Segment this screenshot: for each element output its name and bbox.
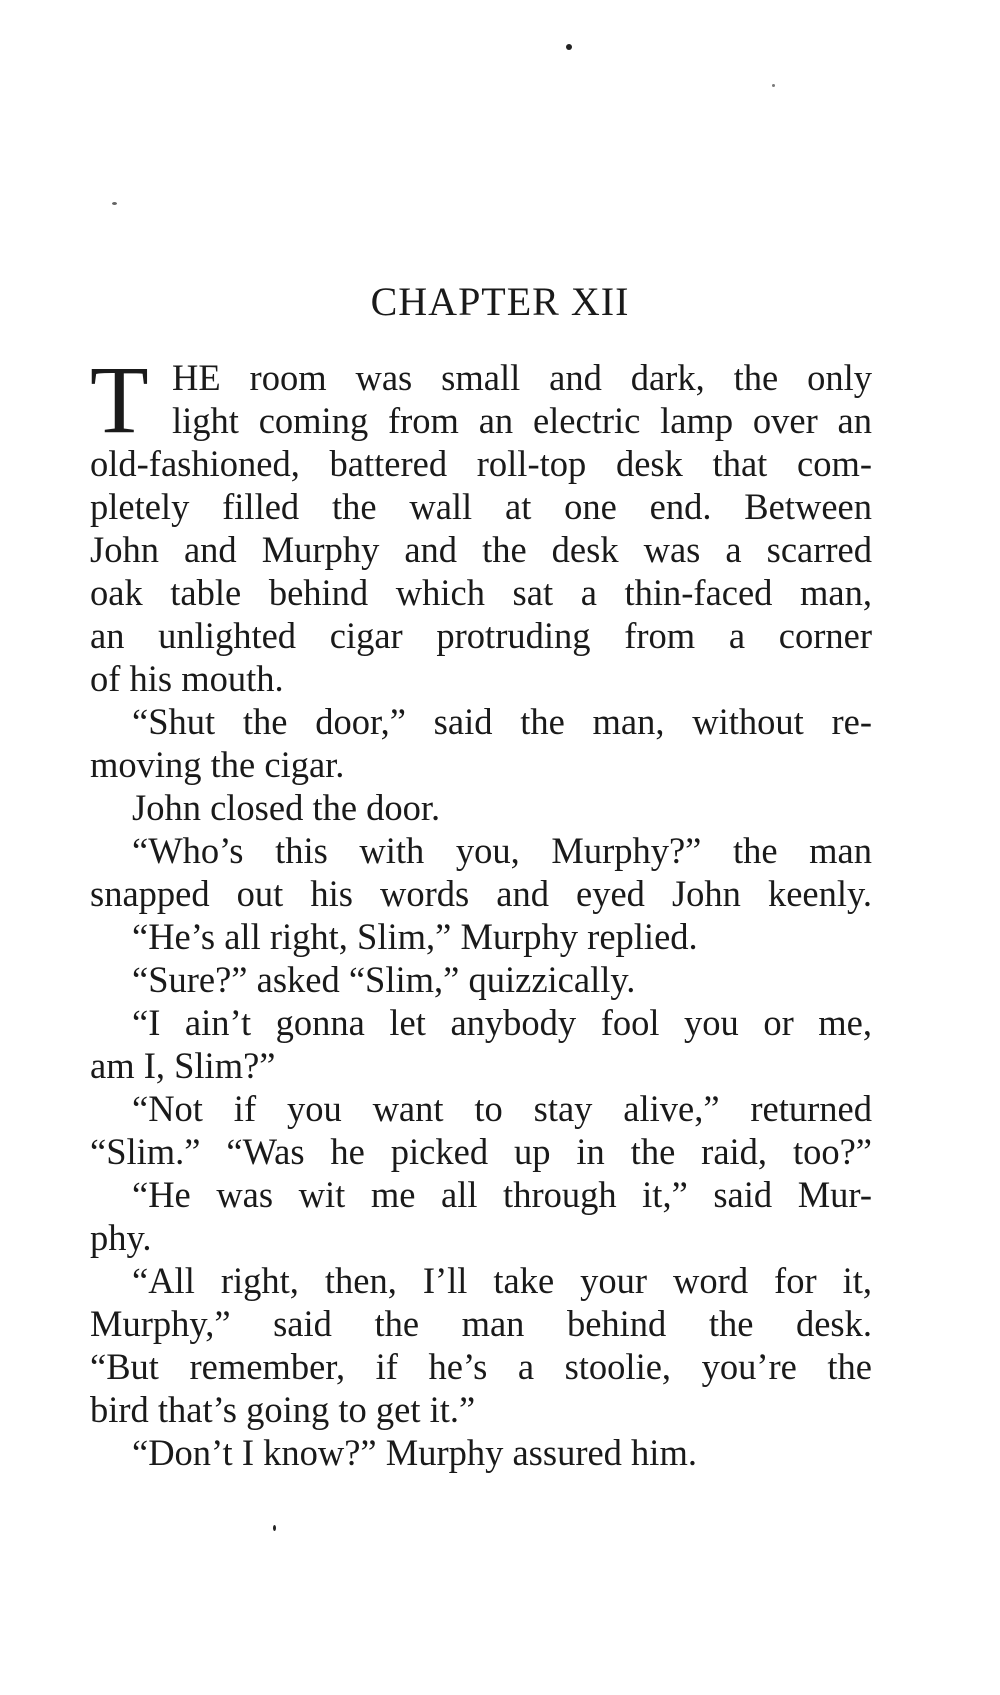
text-line: “Who’s this with you, Murphy?” the man: [132, 830, 872, 871]
text-line: “Don’t I know?” Murphy assured him.: [132, 1432, 697, 1473]
text-line: “He’s all right, Slim,” Murphy replied.: [132, 916, 698, 957]
text-line: John and Murphy and the desk was a scarred: [90, 529, 872, 570]
text-line: John closed the door.: [132, 787, 441, 828]
text-line: “Shut the door,” said the man, without re-: [132, 701, 872, 742]
text-line: “Slim.” “Was he picked up in the raid, too?”: [90, 1131, 872, 1172]
text-line: “All right, then, I’ll take your word for it,: [132, 1260, 872, 1301]
text-line: of his mouth.: [90, 658, 284, 699]
text-line: “But remember, if he’s a stoolie, you’re the: [90, 1346, 872, 1387]
text-line: oak table behind which sat a thin-faced man,: [90, 572, 872, 613]
scan-speck: [772, 84, 775, 87]
text-line: “Sure?” asked “Slim,” quizzically.: [132, 959, 636, 1000]
text-line: phy.: [90, 1217, 152, 1258]
text-line: moving the cigar.: [90, 744, 345, 785]
text-line: snapped out his words and eyed John keenly.: [90, 873, 872, 914]
scan-speck: [566, 44, 572, 50]
text-line: pletely filled the wall at one end. Between: [90, 486, 872, 527]
text-line: bird that’s going to get it.”: [90, 1389, 476, 1430]
text-line: light coming from an electric lamp over an: [172, 400, 872, 441]
text-line: an unlighted cigar protruding from a corner: [90, 615, 872, 656]
text-line: Murphy,” said the man behind the desk.: [90, 1303, 872, 1344]
text-line: am I, Slim?”: [90, 1045, 276, 1086]
text-line: “Not if you want to stay alive,” returned: [132, 1088, 872, 1129]
chapter-heading: CHAPTER XII: [370, 279, 630, 324]
text-line: HE room was small and dark, the only: [172, 357, 872, 398]
scan-speck: [273, 1525, 276, 1531]
drop-cap: T: [90, 346, 149, 453]
text-line: old-fashioned, battered roll-top desk that com-: [90, 443, 872, 484]
chapter-body: [90, 356, 872, 1474]
text-line: “I ain’t gonna let anybody fool you or me,: [132, 1002, 872, 1043]
text-line: “He was wit me all through it,” said Mur-: [132, 1174, 872, 1215]
scan-speck: [112, 202, 117, 205]
